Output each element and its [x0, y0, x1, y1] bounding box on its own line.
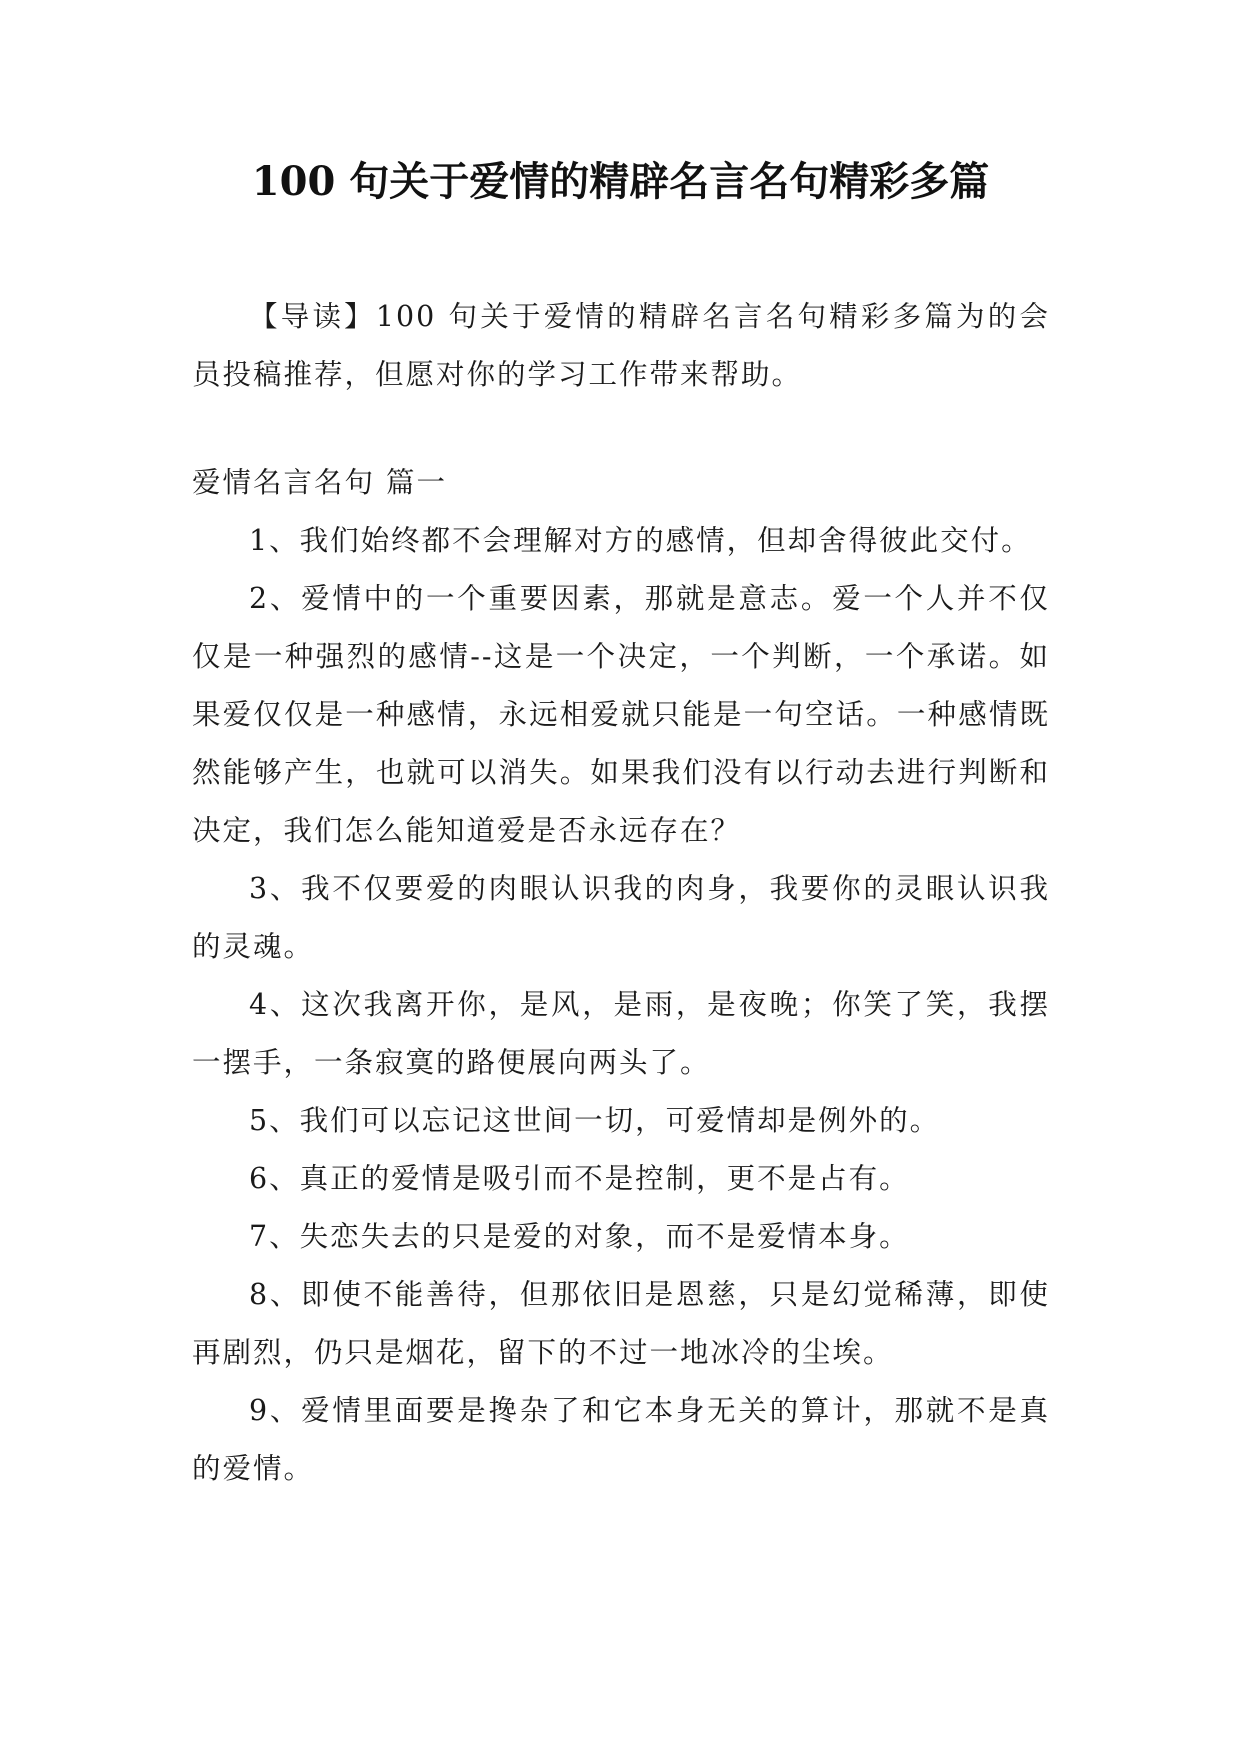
- quote-item-2: 2、爱情中的一个重要因素，那就是意志。爱一个人并不仅仅是一种强烈的感情--这是一个决定，一个判断，一个承诺。如果爱仅仅是一种感情，永远相爱就只能是一句空话。一种感情既然能够产生，也就可以消失。如果我们没有以行动去进行判断和决定，我们怎么能知道爱是否永远存在？: [192, 582, 1050, 847]
- quote-item-1: 1、我们始终都不会理解对方的感情，但却舍得彼此交付。: [249, 524, 1032, 557]
- document-body: [192, 288, 1050, 1498]
- quote-item-5: 5、我们可以忘记这世间一切，可爱情却是例外的。: [249, 1104, 941, 1137]
- quote-item-3: 3、我不仅要爱的肉眼认识我的肉身，我要你的灵眼认识我的灵魂。: [192, 872, 1050, 963]
- quote-item-7: 7、失恋失去的只是爱的对象，而不是爱情本身。: [249, 1220, 910, 1253]
- quote-item-8: 8、即使不能善待，但那依旧是恩慈，只是幻觉稀薄，即使再剧烈，仍只是烟花，留下的不过一地冰冷的尘埃。: [192, 1278, 1050, 1369]
- quote-item-4: 4、这次我离开你，是风，是雨，是夜晚；你笑了笑，我摆一摆手，一条寂寞的路便展向两头了。: [192, 988, 1050, 1079]
- quote-item-9: 9、爱情里面要是搀杂了和它本身无关的算计，那就不是真的爱情。: [192, 1394, 1050, 1485]
- intro-paragraph: 【导读】100 句关于爱情的精辟名言名句精彩多篇为的会员投稿推荐，但愿对你的学习工作带来帮助。: [192, 300, 1050, 391]
- section-heading: 爱情名言名句 篇一: [192, 466, 448, 499]
- document-title: 100 句关于爱情的精辟名言名句精彩多篇: [251, 158, 990, 205]
- quote-item-6: 6、真正的爱情是吸引而不是控制，更不是占有。: [249, 1162, 910, 1195]
